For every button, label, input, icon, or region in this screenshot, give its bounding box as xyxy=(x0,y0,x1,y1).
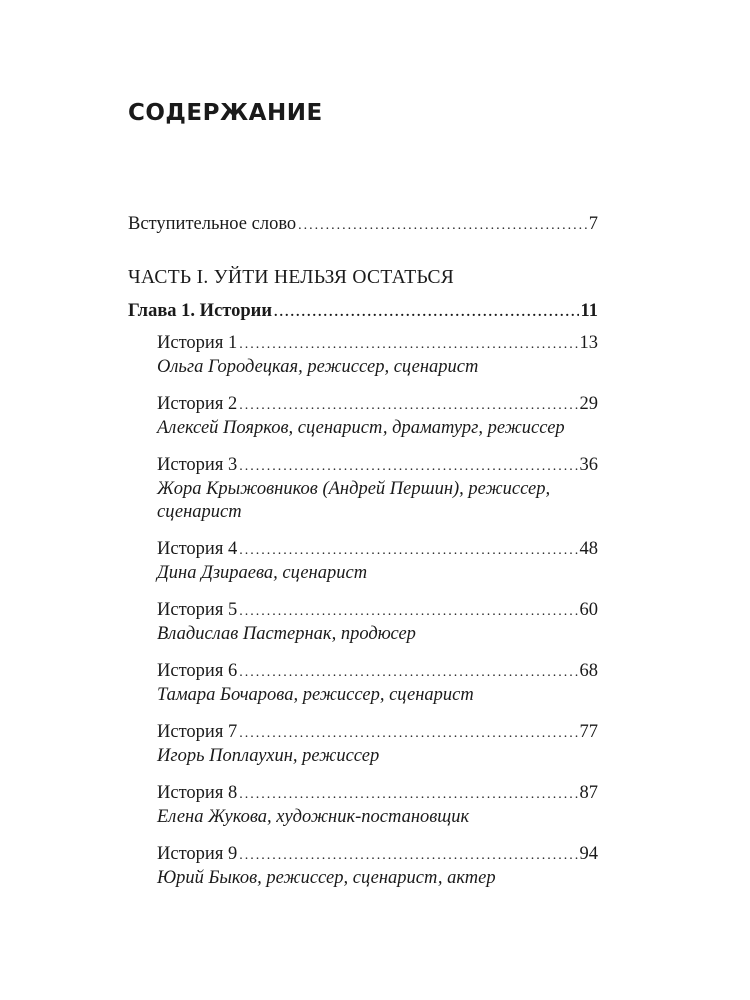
dot-leader xyxy=(239,661,577,685)
toc-entry-story-1 xyxy=(157,331,598,357)
toc-entry-label: Глава 1. Истории xyxy=(128,301,272,321)
toc-entry-label: История 3 xyxy=(157,455,238,475)
toc-entry-page: 29 xyxy=(579,394,598,414)
toc-entry-story-5 xyxy=(157,598,598,624)
toc-entry-chapter xyxy=(128,299,598,325)
toc-entry-label: История 4 xyxy=(157,539,238,559)
toc-entry-author: Юрий Быков, режиссер, сценарист, актер xyxy=(157,868,496,888)
toc-entry-label: История 6 xyxy=(157,661,238,681)
toc-entry-label: История 9 xyxy=(157,844,238,864)
toc-entry-author: Жора Крыжовников (Андрей Першин), режиссер, xyxy=(157,479,551,499)
toc-entry-author: Елена Жукова, художник-постановщик xyxy=(157,807,470,827)
dot-leader xyxy=(239,455,577,479)
toc-entry-label: История 7 xyxy=(157,722,238,742)
part-heading: ЧАСТЬ I. УЙТИ НЕЛЬЗЯ ОСТАТЬСЯ xyxy=(128,267,455,288)
toc-entry-story-6 xyxy=(157,659,598,685)
toc-entry-author: Владислав Пастернак, продюсер xyxy=(157,624,416,644)
toc-entry-page: 48 xyxy=(579,539,598,559)
dot-leader xyxy=(239,722,577,746)
toc-entry-author: Ольга Городецкая, режиссер, сценарист xyxy=(157,357,479,377)
toc-entry-story-9 xyxy=(157,842,598,868)
toc-entry-author-continued: сценарист xyxy=(157,502,242,522)
toc-entry-page: 13 xyxy=(579,333,598,353)
toc-entry-story-4 xyxy=(157,537,598,563)
toc-entry-page: 68 xyxy=(579,661,598,681)
dot-leader xyxy=(239,333,577,357)
toc-entry-page: 77 xyxy=(579,722,598,742)
toc-entry-author: Дина Дзираева, сценарист xyxy=(157,563,368,583)
toc-entry-page: 60 xyxy=(579,600,598,620)
toc-entry-story-2 xyxy=(157,392,598,418)
dot-leader xyxy=(274,301,579,325)
dot-leader xyxy=(298,214,587,238)
toc-entry-intro xyxy=(128,212,598,238)
toc-entry-story-8 xyxy=(157,781,598,807)
toc-entry-label: История 1 xyxy=(157,333,238,353)
toc-entry-label: История 8 xyxy=(157,783,238,803)
toc-entry-label: Вступительное слово xyxy=(128,214,297,234)
toc-heading: СОДЕРЖАНИЕ xyxy=(128,100,323,126)
dot-leader xyxy=(239,600,577,624)
dot-leader xyxy=(239,844,577,868)
toc-entry-author: Тамара Бочарова, режиссер, сценарист xyxy=(157,685,474,705)
toc-entry-label: История 2 xyxy=(157,394,238,414)
toc-entry-story-3 xyxy=(157,453,598,479)
dot-leader xyxy=(239,783,577,807)
toc-entry-story-7 xyxy=(157,720,598,746)
toc-entry-page: 36 xyxy=(579,455,598,475)
toc-entry-page: 87 xyxy=(579,783,598,803)
toc-entry-author: Алексей Поярков, сценарист, драматург, режиссер xyxy=(157,418,565,438)
toc-entry-page: 7 xyxy=(588,214,598,234)
toc-entry-page: 11 xyxy=(580,301,598,321)
toc-entry-page: 94 xyxy=(579,844,598,864)
dot-leader xyxy=(239,539,577,563)
toc-entry-label: История 5 xyxy=(157,600,238,620)
toc-entry-author: Игорь Поплаухин, режиссер xyxy=(157,746,380,766)
dot-leader xyxy=(239,394,577,418)
